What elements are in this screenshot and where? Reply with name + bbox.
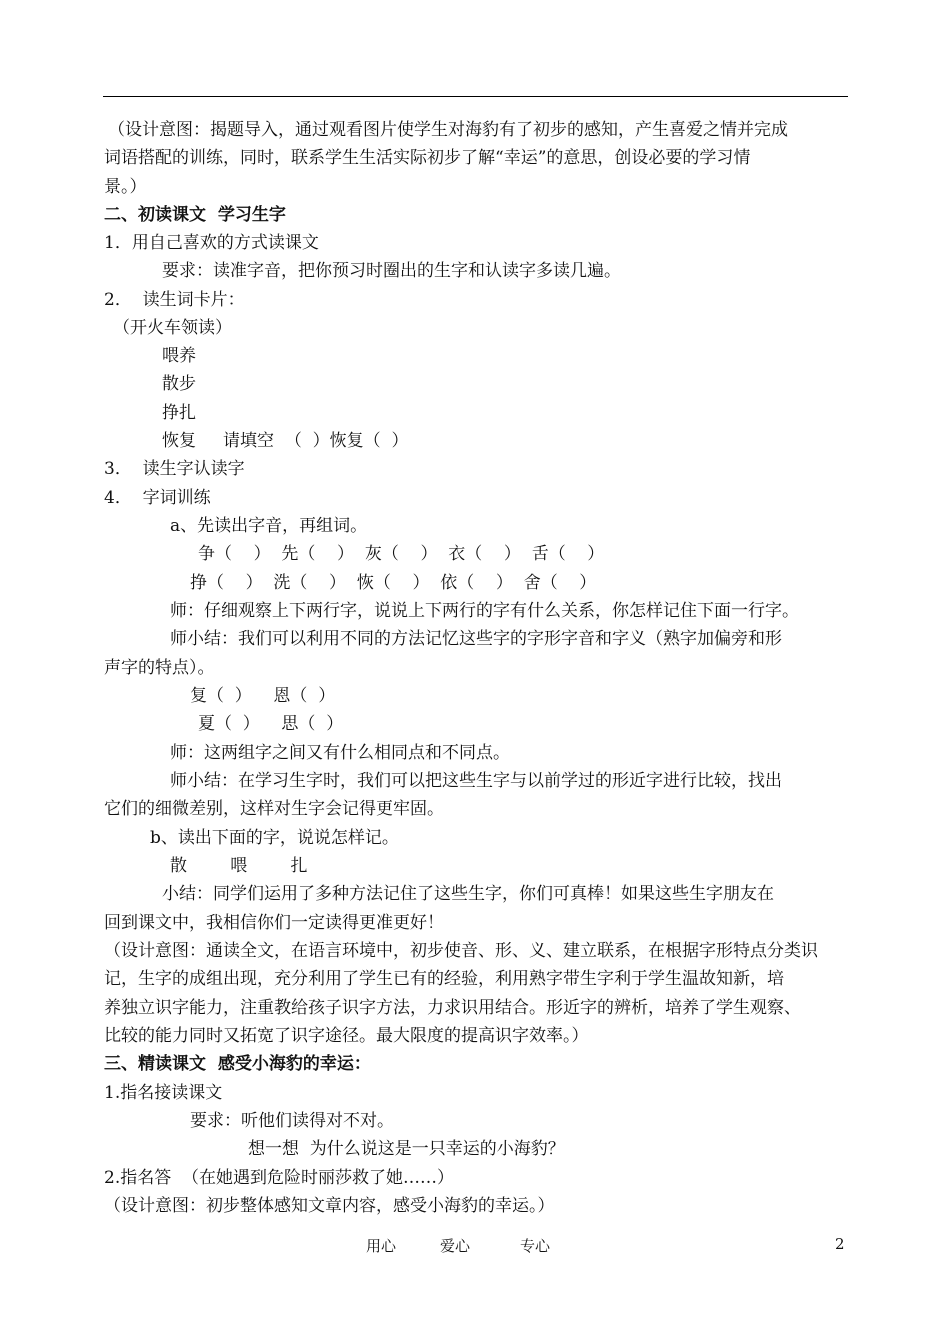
design-intent-1-line-3: 景。） xyxy=(104,177,147,197)
word-card-4: 恢复 请填空 （ ）恢复（ ） xyxy=(162,431,409,451)
teacher-summary-1-line-1: 师小结：我们可以利用不同的方法记忆这些字的字形字音和字义（熟字加偏旁和形 xyxy=(170,629,782,649)
word-card-3: 挣扎 xyxy=(162,403,196,423)
teacher-summary-1-line-2: 声字的特点）。 xyxy=(104,658,215,678)
requirement-2: 要求：听他们读得对不对。 xyxy=(190,1111,394,1131)
char-row-1: 争（ ） 先（ ） 灰（ ） 衣（ ） 舌（ ） xyxy=(198,544,605,564)
design-intent-2-line-2: 记，生字的成组出现，充分利用了学生已有的经验，利用熟字带生字利于学生温故知新，培 xyxy=(104,969,784,989)
page-number: 2 xyxy=(835,1235,845,1253)
footer-right: 专心 xyxy=(520,1237,551,1255)
train-reading-note: （开火车领读） xyxy=(113,318,232,338)
char-row-2: 挣（ ） 洗（ ） 恢（ ） 依（ ） 舍（ ） xyxy=(190,573,597,593)
footer-left: 用心 xyxy=(366,1237,397,1255)
section-3-step-1: 1.指名接读课文 xyxy=(104,1083,223,1103)
design-intent-1-line-2: 词语搭配的训练，同时，联系学生生活实际初步了解“幸运”的意思，创设必要的学习情 xyxy=(104,148,751,168)
step-2: 2． 读生词卡片： xyxy=(104,290,245,310)
section-3-heading: 三、精读课文 感受小海豹的幸运： xyxy=(104,1054,371,1074)
header-rule xyxy=(103,96,848,97)
design-intent-2-line-1: （设计意图：通读全文，在语言环境中，初步使音、形、义、建立联系，在根据字形特点分类识 xyxy=(104,941,818,961)
exercise-a: a、先读出字音，再组词。 xyxy=(170,516,368,536)
step-4: 4． 字词训练 xyxy=(104,488,211,508)
design-intent-1-line-1: （设计意图：揭题导入，通过观看图片使学生对海豹有了初步的感知，产生喜爱之情并完成 xyxy=(108,120,788,140)
teacher-question-2: 师：这两组字之间又有什么相同点和不同点。 xyxy=(170,743,510,763)
word-card-2: 散步 xyxy=(162,374,196,394)
section-2-heading: 二、初读课文 学习生字 xyxy=(104,205,286,225)
teacher-summary-2-line-2: 它们的细微差别，这样对生字会记得更牢固。 xyxy=(104,799,444,819)
word-card-1: 喂养 xyxy=(162,346,196,366)
requirement-1: 要求：读准字音，把你预习时圈出的生字和认读字多读几遍。 xyxy=(162,261,621,281)
step-1: 1．用自己喜欢的方式读课文 xyxy=(104,233,319,253)
design-intent-2-line-3: 养独立识字能力，注重教给孩子识字方法，力求识用结合。形近字的辨析，培养了学生观察、 xyxy=(104,998,801,1018)
footer-middle: 爱心 xyxy=(440,1237,471,1255)
design-intent-3: （设计意图：初步整体感知文章内容，感受小海豹的幸运。） xyxy=(104,1196,555,1216)
char-pair-row-2: 夏（ ） 思（ ） xyxy=(198,714,344,734)
exercise-b: b、读出下面的字，说说怎样记。 xyxy=(150,828,399,848)
think-question: 想一想 为什么说这是一只幸运的小海豹？ xyxy=(248,1139,565,1159)
teacher-summary-2-line-1: 师小结：在学习生字时，我们可以把这些生字与以前学过的形近字进行比较，找出 xyxy=(170,771,782,791)
char-pair-row-1: 复（ ） 恩（ ） xyxy=(190,686,336,706)
design-intent-2-line-4: 比较的能力同时又拓宽了识字途径。最大限度的提高识字效率。） xyxy=(104,1026,589,1046)
summary-line-1: 小结：同学们运用了多种方法记住了这些生字，你们可真棒！如果这些生字朋友在 xyxy=(162,884,774,904)
section-3-step-2: 2.指名答 （在她遇到危险时丽莎救了她……） xyxy=(104,1168,455,1188)
teacher-question-1: 师：仔细观察上下两行字，说说上下两行的字有什么关系，你怎样记住下面一行字。 xyxy=(170,601,799,621)
step-3: 3． 读生字认读字 xyxy=(104,459,245,479)
summary-line-2: 回到课文中，我相信你们一定读得更准更好！ xyxy=(104,913,444,933)
practice-chars: 散 喂 扎 xyxy=(170,856,308,876)
